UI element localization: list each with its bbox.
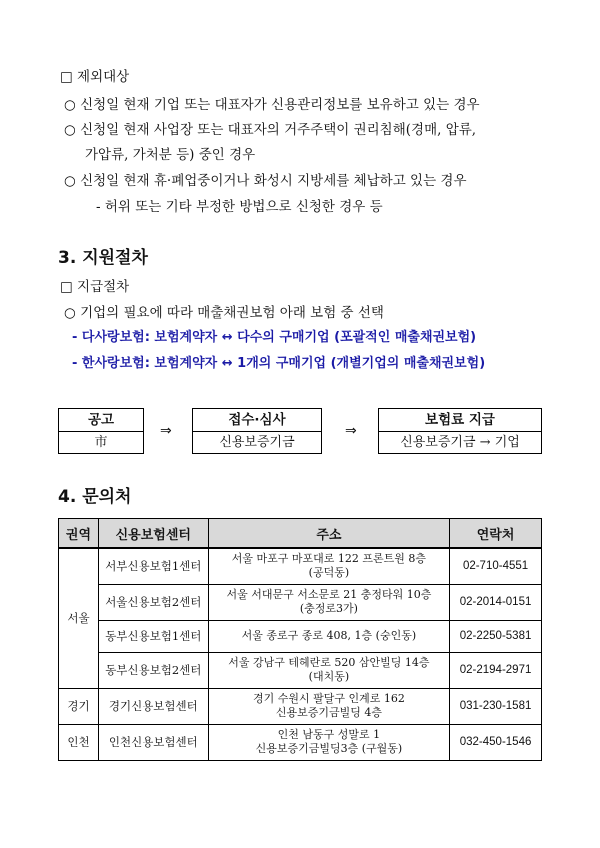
- flow-step-header: 공고: [59, 409, 143, 432]
- flow-arrow-icon: ⇒: [345, 423, 357, 439]
- address-cell: [208, 584, 449, 620]
- exclusion-item: ○ 신청일 현재 사업장 또는 대표자의 거주주택이 권리침해(경매, 압류,: [64, 122, 477, 138]
- address-line: (대치동): [308, 670, 350, 683]
- address-line: 신용보증기금빌딩3층 (구월동): [255, 742, 403, 755]
- region-cell: 인천: [59, 724, 99, 760]
- exclusion-item: ○ 신청일 현재 기업 또는 대표자가 신용관리정보를 보유하고 있는 경우: [64, 97, 480, 113]
- flow-step-header: 접수·심사: [193, 409, 321, 432]
- procedure-subtitle: □ 지급절차: [60, 279, 130, 295]
- address-cell: 서울 종로구 종로 408, 1층 (숭인동): [208, 620, 449, 652]
- table-row: [59, 620, 542, 652]
- address-line: (충정로3가): [299, 602, 358, 615]
- phone-cell: 02-2250-5381: [450, 620, 542, 652]
- center-cell: 경기신용보험센터: [98, 688, 208, 724]
- column-header-address: 주소: [208, 519, 449, 549]
- insurance-option-hansarang: - 한사랑보험: 보험계약자 ↔ 1개의 구매기업 (개별기업의 매출채권보험): [72, 356, 486, 371]
- phone-cell: 02-2194-2971: [450, 652, 542, 688]
- region-cell: 경기: [59, 688, 99, 724]
- flow-step-body: 신용보증기금: [219, 435, 295, 450]
- center-cell: 서울신용보험2센터: [98, 584, 208, 620]
- address-cell: [208, 724, 449, 760]
- table-row: [59, 584, 542, 620]
- address-cell: [208, 688, 449, 724]
- address-line: 신용보증기금빌딩 4층: [275, 706, 382, 719]
- flow-step-review: [192, 408, 322, 454]
- flow-arrow-icon: ⇒: [160, 423, 172, 439]
- phone-cell: 02-2014-0151: [450, 584, 542, 620]
- procedure-intro: ○ 기업의 필요에 따라 매출채권보험 아래 보험 중 선택: [64, 305, 384, 321]
- flow-step-body: 市: [94, 435, 108, 450]
- address-line: (공덕동): [308, 566, 350, 580]
- table-row: [59, 688, 542, 724]
- table-row: [59, 724, 542, 760]
- column-header-region: 권역: [59, 519, 99, 549]
- address-cell: [208, 548, 449, 584]
- exclusion-title: □ 제외대상: [60, 69, 130, 85]
- center-cell: 서부신용보험1센터: [98, 548, 208, 584]
- exclusion-sub-item: - 허위 또는 기타 부정한 방법으로 신청한 경우 등: [96, 199, 383, 215]
- address-line: 경기 수원시 팔달구 인계로 162: [252, 692, 405, 705]
- center-cell: 인천신용보험센터: [98, 724, 208, 760]
- insurance-option-dasarang: - 다사랑보험: 보험계약자 ↔ 다수의 구매기업 (포괄적인 매출채권보험): [72, 330, 477, 345]
- table-row: [59, 652, 542, 688]
- column-header-phone: 연락처: [450, 519, 542, 549]
- exclusion-item: ○ 신청일 현재 휴·폐업중이거나 화성시 지방세를 체납하고 있는 경우: [64, 173, 467, 189]
- address-line: 서울 마포구 마포대로 122 프론트원 8층: [231, 552, 427, 566]
- flow-step-announcement: [58, 408, 144, 454]
- exclusion-item-continued: 가압류, 가처분 등) 중인 경우: [85, 147, 256, 163]
- column-header-center: 신용보험센터: [98, 519, 208, 549]
- address-line: 인천 남동구 성말로 1: [277, 728, 381, 741]
- section-heading-contact: 4. 문의처: [58, 487, 132, 507]
- flow-step-body: 신용보증기금 → 기업: [400, 435, 520, 450]
- address-line: 서울 서대문구 서소문로 21 충정타워 10층: [226, 588, 432, 601]
- phone-cell: 031-230-1581: [450, 688, 542, 724]
- region-cell: 서울: [59, 548, 99, 688]
- flow-step-payment: [378, 408, 542, 454]
- table-row: [59, 548, 542, 584]
- table-header-row: [59, 519, 542, 549]
- flow-step-header: 보험료 지급: [379, 409, 541, 432]
- phone-cell: 032-450-1546: [450, 724, 542, 760]
- section-heading-procedure: 3. 지원절차: [58, 248, 148, 268]
- address-line: 서울 강남구 테헤란로 520 삼안빌딩 14층: [228, 656, 430, 669]
- contact-table: [58, 518, 542, 761]
- address-cell: [208, 652, 449, 688]
- center-cell: 동부신용보험2센터: [98, 652, 208, 688]
- center-cell: 동부신용보험1센터: [98, 620, 208, 652]
- phone-cell: 02-710-4551: [450, 548, 542, 584]
